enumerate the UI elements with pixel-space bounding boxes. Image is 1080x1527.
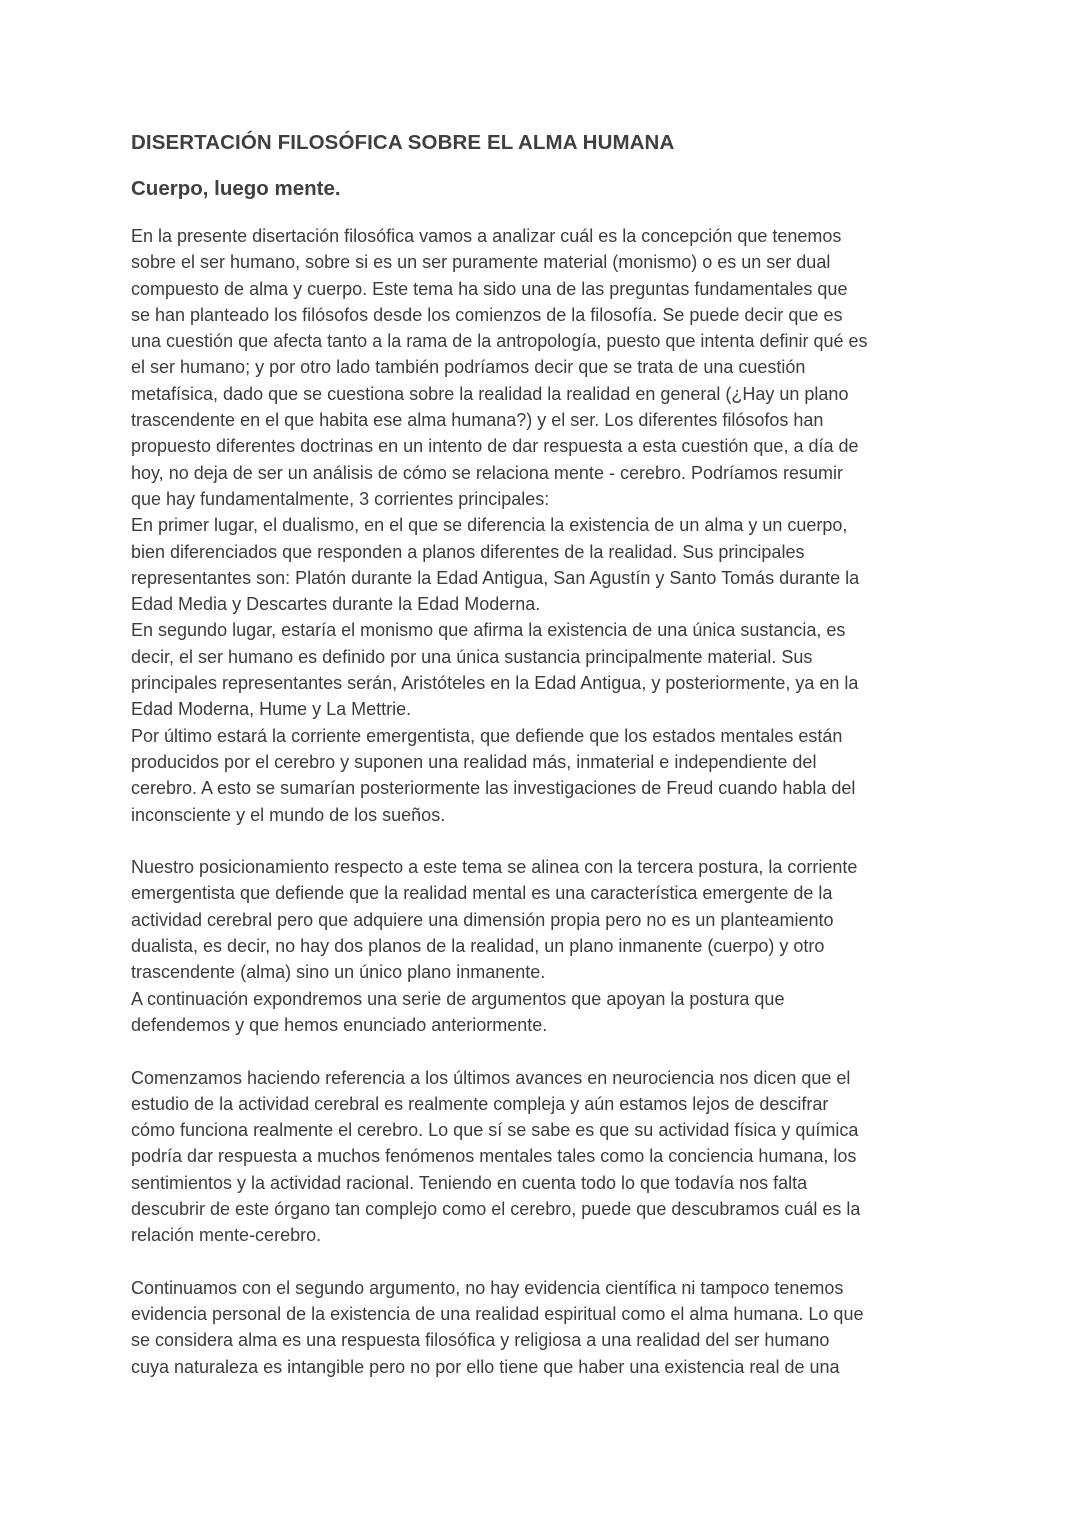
text-line: representantes son: Platón durante la Edad Antigua, San Agustín y Santo Tomás durante la: [131, 567, 860, 588]
document-body: [131, 223, 961, 1380]
text-line: emergentista que defiende que la realidad mental es una característica emergente de la: [131, 883, 833, 904]
text-line: evidencia personal de la existencia de una realidad espiritual como el alma humana. Lo que: [131, 1304, 864, 1325]
text-line: que hay fundamentalmente, 3 corrientes principales:: [131, 488, 550, 509]
text-line: A continuación expondremos una serie de argumentos que apoyan la postura que: [131, 988, 785, 1009]
text-line: Edad Moderna, Hume y La Mettrie.: [131, 699, 412, 720]
text-line: principales representantes serán, Aristóteles en la Edad Antigua, y posteriormente, ya en la: [131, 673, 859, 694]
text-line: dualista, es decir, no hay dos planos de la realidad, un plano inmanente (cuerpo) y otro: [131, 936, 825, 957]
text-line: metafísica, dado que se cuestiona sobre la realidad la realidad en general (¿Hay un plano: [131, 383, 849, 404]
text-line: cuya naturaleza es intangible pero no por ello tiene que haber una existencia real de una: [131, 1356, 840, 1377]
text-line: trascendente (alma) sino un único plano inmanente.: [131, 962, 546, 983]
text-line: descubrir de este órgano tan complejo como el cerebro, puede que descubramos cuál es la: [131, 1198, 861, 1219]
text-line: En primer lugar, el dualismo, en el que se diferencia la existencia de un alma y un cuerpo,: [131, 515, 848, 536]
text-line: sentimientos y la actividad racional. Teniendo en cuenta todo lo que todavía nos falta: [131, 1172, 808, 1193]
document-page: [131, 128, 961, 1380]
text-line: sobre el ser humano, sobre si es un ser puramente material (monismo) o es un ser dual: [131, 252, 831, 273]
document-subtitle: Cuerpo, luego mente.: [131, 177, 341, 200]
text-line: Edad Media y Descartes durante la Edad Moderna.: [131, 594, 541, 615]
text-line: bien diferenciados que responden a planos diferentes de la realidad. Sus principales: [131, 541, 805, 562]
text-line: cerebro. A esto se sumarían posteriormente las investigaciones de Freud cuando habla del: [131, 778, 856, 799]
text-line: En la presente disertación filosófica vamos a analizar cuál es la concepción que tenemos: [131, 226, 842, 246]
text-line: se considera alma es una respuesta filosófica y religiosa a una realidad del ser humano: [131, 1330, 830, 1351]
text-line: podría dar respuesta a muchos fenómenos mentales tales como la conciencia humana, los: [131, 1146, 857, 1167]
text-line: Nuestro posicionamiento respecto a este tema se alinea con la tercera postura, la corriente: [131, 857, 858, 878]
text-line: compuesto de alma y cuerpo. Este tema ha sido una de las preguntas fundamentales que: [131, 278, 848, 299]
text-line: En segundo lugar, estaría el monismo que afirma la existencia de una única sustancia, es: [131, 620, 846, 641]
text-line: defendemos y que hemos enunciado anteriormente.: [131, 1014, 548, 1035]
text-line: producidos por el cerebro y suponen una realidad más, inmaterial e independiente del: [131, 751, 817, 772]
paragraph-break: [131, 1249, 961, 1275]
text-line: actividad cerebral pero que adquiere una dimensión propia pero no es un planteamiento: [131, 909, 834, 930]
text-line: decir, el ser humano es definido por una única sustancia principalmente material. Sus: [131, 646, 813, 667]
document-title: DISERTACIÓN FILOSÓFICA SOBRE EL ALMA HUMANA: [131, 131, 675, 154]
text-line: hoy, no deja de ser un análisis de cómo se relaciona mente - cerebro. Podríamos resumir: [131, 462, 844, 483]
text-line: se han planteado los filósofos desde los comienzos de la filosofía. Se puede decir que es: [131, 304, 843, 325]
text-line: Por último estará la corriente emergentista, que defiende que los estados mentales están: [131, 725, 843, 746]
text-line: una cuestión que afecta tanto a la rama de la antropología, puesto que intenta definir qué es: [131, 331, 868, 352]
text-line: Comenzamos haciendo referencia a los últimos avances en neurociencia nos dicen que el: [131, 1067, 851, 1088]
text-line: estudio de la actividad cerebral es realmente compleja y aún estamos lejos de descifrar: [131, 1093, 829, 1114]
paragraph-break: [131, 1038, 961, 1064]
paragraph-break: [131, 828, 961, 854]
text-line: el ser humano; y por otro lado también podríamos decir que se trata de una cuestión: [131, 357, 806, 378]
text-line: relación mente-cerebro.: [131, 1225, 322, 1246]
text-line: Continuamos con el segundo argumento, no hay evidencia científica ni tampoco tenemos: [131, 1277, 844, 1298]
text-line: cómo funciona realmente el cerebro. Lo que sí se sabe es que su actividad física y química: [131, 1120, 859, 1141]
text-line: trascendente en el que habita ese alma humana?) y el ser. Los diferentes filósofos han: [131, 410, 824, 431]
text-line: propuesto diferentes doctrinas en un intento de dar respuesta a esta cuestión que, a día de: [131, 436, 859, 457]
text-line: inconsciente y el mundo de los sueños.: [131, 804, 446, 825]
